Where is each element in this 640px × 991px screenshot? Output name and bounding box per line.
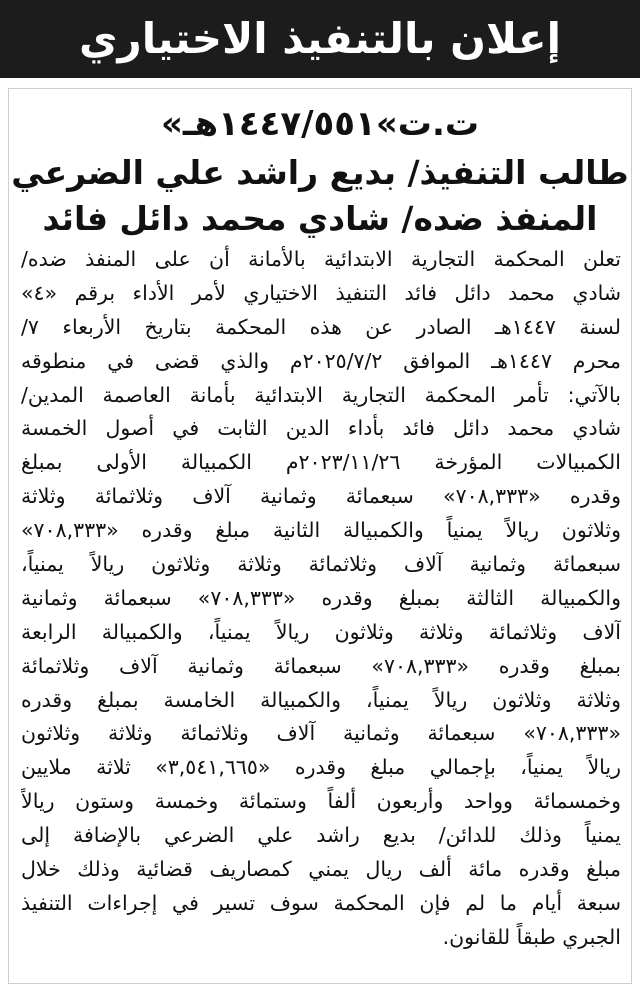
text-line: وخمسمائة وواحد وأربعون ألفاً وستمائة وخمسة وستون ريالاً: [21, 789, 621, 814]
applicant-line: طالب التنفيذ/ بديع راشد علي الضرعي: [11, 153, 629, 192]
text-line: شادي محمد دائل فائد بأداء الدين الثابت في أصول الخمسة: [21, 416, 621, 441]
text-line: سبعمائة وثمانية آلاف وثلاثمائة وثلاثة وثلاثون ريالاً يمنياً،: [21, 552, 621, 577]
case-number: ت.ت»١٤٤٧/٥٥١هـ»: [160, 104, 480, 144]
notice-body: [8, 88, 632, 984]
text-line: سبعة أيام ما لم فإن المحكمة سوف تسير في إجراءات التنفيذ: [21, 890, 621, 915]
text-line: والكمبيالة الثالثة بمبلغ وقدره «٧٠٨,٣٣٣» سبعمائة وثمانية: [21, 585, 621, 610]
text-line: شادي محمد دائل فائد التنفيذ الاختياري لأمر الأداء برقم «٤»: [21, 280, 621, 305]
text-line: الجبري طبقاً للقانون.: [442, 924, 621, 949]
text-line: يمنياً وذلك للدائن/ بديع راشد علي الضرعي بالإضافة إلى: [21, 823, 621, 848]
text-line: تعلن المحكمة التجارية الابتدائية بالأمانة أن على المنفذ ضده/: [21, 247, 621, 271]
text-line: مبلغ وقدره مائة ألف ريال يمني كمصاريف قضائية وذلك خلال: [21, 857, 621, 882]
text-line: لسنة ١٤٤٧هـ الصادر عن هذه المحكمة بتاريخ الأربعاء ٧/: [21, 314, 621, 339]
text-line: بالآتي: تأمر المحكمة التجارية الابتدائية بأمانة العاصمة المدين/: [21, 382, 621, 407]
text-line: الكمبيالات المؤرخة ٢٠٢٣/١١/٢٦م الكمبيالة الأولى بمبلغ: [21, 450, 621, 475]
text-line: محرم ١٤٤٧هـ الموافق ٢٠٢٥/٧/٢م والذي قضى في منطوقه: [21, 348, 621, 373]
text-line: وقدره «٧٠٨,٣٣٣» سبعمائة وثمانية آلاف وثلاثمائة وثلاثة: [21, 484, 621, 509]
text-line: آلاف وثلاثمائة وثلاثة وثلاثون ريالاً يمنياً، والكمبيالة الرابعة: [21, 619, 621, 644]
text-line: «٧٠٨,٣٣٣» سبعمائة وثمانية آلاف وثلاثمائة وثلاثة وثلاثون: [21, 721, 621, 746]
respondent-line: المنفذ ضده/ شادي محمد دائل فائد: [42, 199, 598, 238]
notice-header: [0, 0, 640, 78]
text-line: بمبلغ وقدره «٧٠٨,٣٣٣» سبعمائة وثمانية آلاف وثلاثمائة: [21, 653, 621, 678]
text-line: وثلاثون ريالاً يمنياً والكمبيالة الثانية مبلغ وقدره «٧٠٨,٣٣٣»: [21, 518, 621, 543]
notice-title: إعلان بالتنفيذ الاختياري: [79, 14, 561, 63]
text-line: وثلاثة وثلاثون ريالاً يمنياً، والكمبيالة الخامسة بمبلغ وقدره: [21, 687, 621, 712]
text-line: ريالاً يمنياً، بإجمالي مبلغ وقدره «٣,٥٤١,٦٦٥» ثلاثة ملايين: [21, 755, 621, 780]
notice-text: [21, 243, 621, 955]
